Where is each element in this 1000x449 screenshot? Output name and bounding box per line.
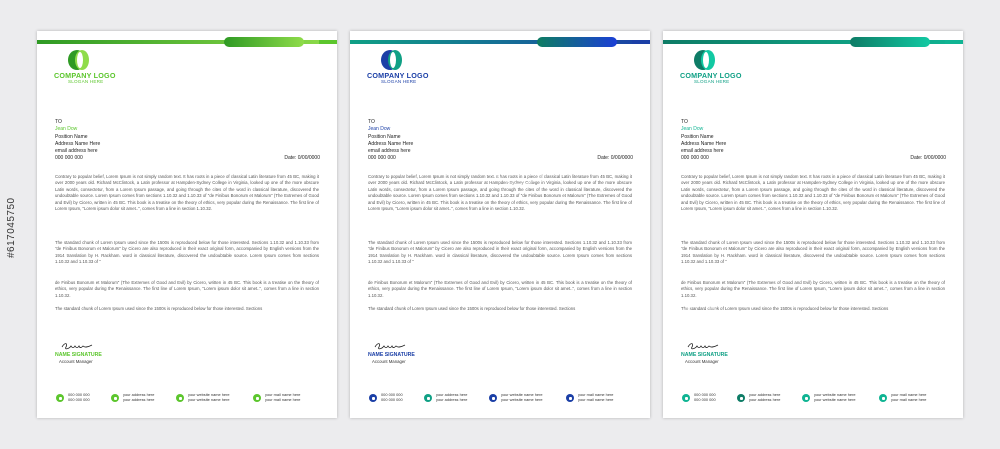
footer-website-2: your website name here bbox=[814, 396, 856, 402]
footer-website-1: your website name here bbox=[188, 392, 230, 397]
footer-website-2: your website name here bbox=[188, 396, 230, 402]
paragraph-3: de Finibus Bonorum et Malorum" (The Extremes of Good and Evil) by Cicero, written in 45 BC. This book is a treatise on the theory of ethics, very popular during the Renaissance. The first line of Lorem Ipsum, "Lorem ipsum dolor sit amet..", comes from a line in section 1.10.32. bbox=[55, 280, 319, 298]
date: Date: 0/00/0000 bbox=[910, 155, 946, 161]
footer-phone-1: 000 000 000 bbox=[381, 392, 403, 397]
date: Date: 0/00/0000 bbox=[597, 155, 633, 161]
footer bbox=[56, 392, 326, 406]
recipient-block bbox=[368, 119, 413, 163]
position-name: Position Name bbox=[368, 133, 401, 140]
phone-icon bbox=[369, 394, 377, 402]
recipient-name: Jean Dow bbox=[681, 126, 704, 133]
location-icon bbox=[424, 394, 432, 402]
paragraph-1: Contrary to popular belief, Lorem Ipsum is not simply random text. It has roots in a piece of classical Latin literature from 45 BC, making it over 2000 years old. Richard McClintock, a Latin professor at Hampden-Sydney College in Virginia, looked up one of the more obscure Latin words, consectetur, from a Lorem Ipsum passage, and going through the cites of the word in classical literature, discovered the undoubtable source. Lorem Ipsum comes from sections 1.10.32 and 1.10.33 of "de Finibus Bonorum et Malorum" (The Extremes of Good and Evil) by Cicero, written in 45 BC. This book is a treatise on the theory of ethics, very popular during the Renaissance. The first line of Lorem Ipsum, "Lorem ipsum dolor sit amet..", comes from a line in section 1.10.32. bbox=[368, 174, 632, 212]
to-label: TO bbox=[681, 119, 688, 125]
company-logo-icon bbox=[379, 49, 405, 71]
globe-icon bbox=[802, 394, 810, 402]
recipient-block bbox=[681, 119, 726, 163]
signature-role: Account Manager bbox=[59, 359, 93, 364]
footer-address-2: your address here bbox=[749, 396, 781, 402]
footer-address-1: your address here bbox=[123, 392, 155, 397]
paragraph-3: de Finibus Bonorum et Malorum" (The Extremes of Good and Evil) by Cicero, written in 45 BC. This book is a treatise on the theory of ethics, very popular during the Renaissance. The first line of Lorem Ipsum, "Lorem ipsum dolor sit amet..", comes from a line in section 1.10.32. bbox=[368, 280, 632, 298]
recipient-name: Jean Dow bbox=[368, 126, 391, 133]
position-name: Position Name bbox=[681, 133, 714, 140]
top-stub bbox=[319, 40, 337, 44]
email: email address here bbox=[55, 148, 98, 155]
company-name: COMPANY LOGO bbox=[680, 71, 742, 80]
paragraph-2: The standard chunk of Lorem Ipsum used since the 1500s is reproduced below for those interested. Sections 1.10.32 and 1.10.33 from "de Finibus Bonorum et Malorum" by Cicero are also reproduced in their exact original form, accompanied by English versions from the 1914 translation by H. Rackham. word in classical literature, discovered the undoubtable source. Lorem Ipsum comes from sections 1.10.32 and 1.10.33 of " bbox=[681, 240, 945, 265]
phone-icon bbox=[682, 394, 690, 402]
address: Address Name Here bbox=[368, 140, 414, 147]
footer-phone-2: 000 000 000 bbox=[694, 396, 716, 402]
footer-phone-2: 000 000 000 bbox=[381, 396, 403, 402]
email: email address here bbox=[681, 148, 724, 155]
address: Address Name Here bbox=[681, 140, 727, 147]
letterhead-green bbox=[37, 31, 337, 418]
date: Date: 0/00/0000 bbox=[284, 155, 320, 161]
footer-mail-2: your mail name here bbox=[891, 396, 927, 402]
paragraph-4: The standard chunk of Lorem Ipsum used since the 1500s is reproduced below for those interested. Sections bbox=[368, 306, 576, 311]
paragraph-2: The standard chunk of Lorem Ipsum used since the 1500s is reproduced below for those interested. Sections 1.10.32 and 1.10.33 from "de Finibus Bonorum et Malorum" by Cicero are also reproduced in their exact original form, accompanied by English versions from the 1914 translation by H. Rackham. word in classical literature, discovered the undoubtable source. Lorem Ipsum comes from sections 1.10.32 and 1.10.33 of " bbox=[55, 240, 319, 265]
company-logo-icon bbox=[66, 49, 92, 71]
paragraph-4: The standard chunk of Lorem Ipsum used since the 1500s is reproduced below for those interested. Sections bbox=[55, 306, 263, 311]
letterhead-teal bbox=[663, 31, 963, 418]
mail-icon bbox=[879, 394, 887, 402]
position-name: Position Name bbox=[55, 133, 88, 140]
signature-role: Account Manager bbox=[372, 359, 406, 364]
phone: 000 000 000 bbox=[55, 155, 83, 162]
to-label: TO bbox=[368, 119, 375, 125]
paragraph-2: The standard chunk of Lorem Ipsum used since the 1500s is reproduced below for those interested. Sections 1.10.32 and 1.10.33 from "de Finibus Bonorum et Malorum" by Cicero are also reproduced in their exact original form, accompanied by English versions from the 1914 translation by H. Rackham. word in classical literature, discovered the undoubtable source. Lorem Ipsum comes from sections 1.10.32 and 1.10.33 of " bbox=[368, 240, 632, 265]
phone: 000 000 000 bbox=[368, 155, 396, 162]
top-stub bbox=[632, 40, 650, 44]
footer-mail-2: your mail name here bbox=[265, 396, 301, 402]
phone: 000 000 000 bbox=[681, 155, 709, 162]
paragraph-3: de Finibus Bonorum et Malorum" (The Extremes of Good and Evil) by Cicero, written in 45 BC. This book is a treatise on the theory of ethics, very popular during the Renaissance. The first line of Lorem Ipsum, "Lorem ipsum dolor sit amet..", comes from a line in section 1.10.32. bbox=[681, 280, 945, 298]
top-pill bbox=[850, 37, 930, 47]
location-icon bbox=[737, 394, 745, 402]
to-label: TO bbox=[55, 119, 62, 125]
mail-icon bbox=[253, 394, 261, 402]
footer-phone-2: 000 000 000 bbox=[68, 396, 90, 402]
location-icon bbox=[111, 394, 119, 402]
address: Address Name Here bbox=[55, 140, 101, 147]
slogan: SLOGAN HERE bbox=[694, 79, 730, 84]
footer-phone-1: 000 000 000 bbox=[68, 392, 90, 397]
footer-mail-2: your mail name here bbox=[578, 396, 614, 402]
signature-role: Account Manager bbox=[685, 359, 719, 364]
footer-phone-1: 000 000 000 bbox=[694, 392, 716, 397]
letterhead-blue bbox=[350, 31, 650, 418]
globe-icon bbox=[176, 394, 184, 402]
footer-mail-1: your mail name here bbox=[578, 392, 614, 397]
footer bbox=[369, 392, 639, 406]
signature-icon bbox=[373, 340, 407, 352]
footer-mail-1: your mail name here bbox=[891, 392, 927, 397]
footer-address-1: your address here bbox=[436, 392, 468, 397]
footer-address-1: your address here bbox=[749, 392, 781, 397]
signature-name: NAME SIGNATURE bbox=[55, 352, 102, 358]
paragraph-1: Contrary to popular belief, Lorem Ipsum is not simply random text. It has roots in a piece of classical Latin literature from 45 BC, making it over 2000 years old. Richard McClintock, a Latin professor at Hampden-Sydney College in Virginia, looked up one of the more obscure Latin words, consectetur, from a Lorem Ipsum passage, and going through the cites of the word in classical literature, discovered the undoubtable source. Lorem Ipsum comes from sections 1.10.32 and 1.10.33 of "de Finibus Bonorum et Malorum" (The Extremes of Good and Evil) by Cicero, written in 45 BC. This book is a treatise on the theory of ethics, very popular during the Renaissance. The first line of Lorem Ipsum, "Lorem ipsum dolor sit amet..", comes from a line in section 1.10.32. bbox=[681, 174, 945, 212]
email: email address here bbox=[368, 148, 411, 155]
footer bbox=[682, 392, 952, 406]
footer-website-1: your website name here bbox=[814, 392, 856, 397]
recipient-block bbox=[55, 119, 100, 163]
paragraph-1: Contrary to popular belief, Lorem Ipsum is not simply random text. It has roots in a piece of classical Latin literature from 45 BC, making it over 2000 years old. Richard McClintock, a Latin professor at Hampden-Sydney College in Virginia, looked up one of the more obscure Latin words, consectetur, from a Lorem Ipsum passage, and going through the cites of the word in classical literature, discovered the undoubtable source. Lorem Ipsum comes from sections 1.10.32 and 1.10.33 of "de Finibus Bonorum et Malorum" (The Extremes of Good and Evil) by Cicero, written in 45 BC. This book is a treatise on the theory of ethics, very popular during the Renaissance. The first line of Lorem Ipsum, "Lorem ipsum dolor sit amet..", comes from a line in section 1.10.32. bbox=[55, 174, 319, 212]
top-pill bbox=[224, 37, 304, 47]
recipient-name: Jean Dow bbox=[55, 126, 78, 133]
footer-mail-1: your mail name here bbox=[265, 392, 301, 397]
top-stub bbox=[945, 40, 963, 44]
phone-icon bbox=[56, 394, 64, 402]
signature-icon bbox=[686, 340, 720, 352]
stock-id: #617045750 bbox=[6, 197, 17, 258]
signature-icon bbox=[60, 340, 94, 352]
company-name: COMPANY LOGO bbox=[367, 71, 429, 80]
mail-icon bbox=[566, 394, 574, 402]
globe-icon bbox=[489, 394, 497, 402]
footer-website-1: your website name here bbox=[501, 392, 543, 397]
top-pill bbox=[537, 37, 617, 47]
slogan: SLOGAN HERE bbox=[68, 79, 104, 84]
footer-website-2: your website name here bbox=[501, 396, 543, 402]
signature-name: NAME SIGNATURE bbox=[368, 352, 415, 358]
paragraph-4: The standard chunk of Lorem Ipsum used since the 1500s is reproduced below for those interested. Sections bbox=[681, 306, 889, 311]
signature-name: NAME SIGNATURE bbox=[681, 352, 728, 358]
footer-address-2: your address here bbox=[123, 396, 155, 402]
footer-address-2: your address here bbox=[436, 396, 468, 402]
company-logo-icon bbox=[692, 49, 718, 71]
company-name: COMPANY LOGO bbox=[54, 71, 116, 80]
slogan: SLOGAN HERE bbox=[381, 79, 417, 84]
